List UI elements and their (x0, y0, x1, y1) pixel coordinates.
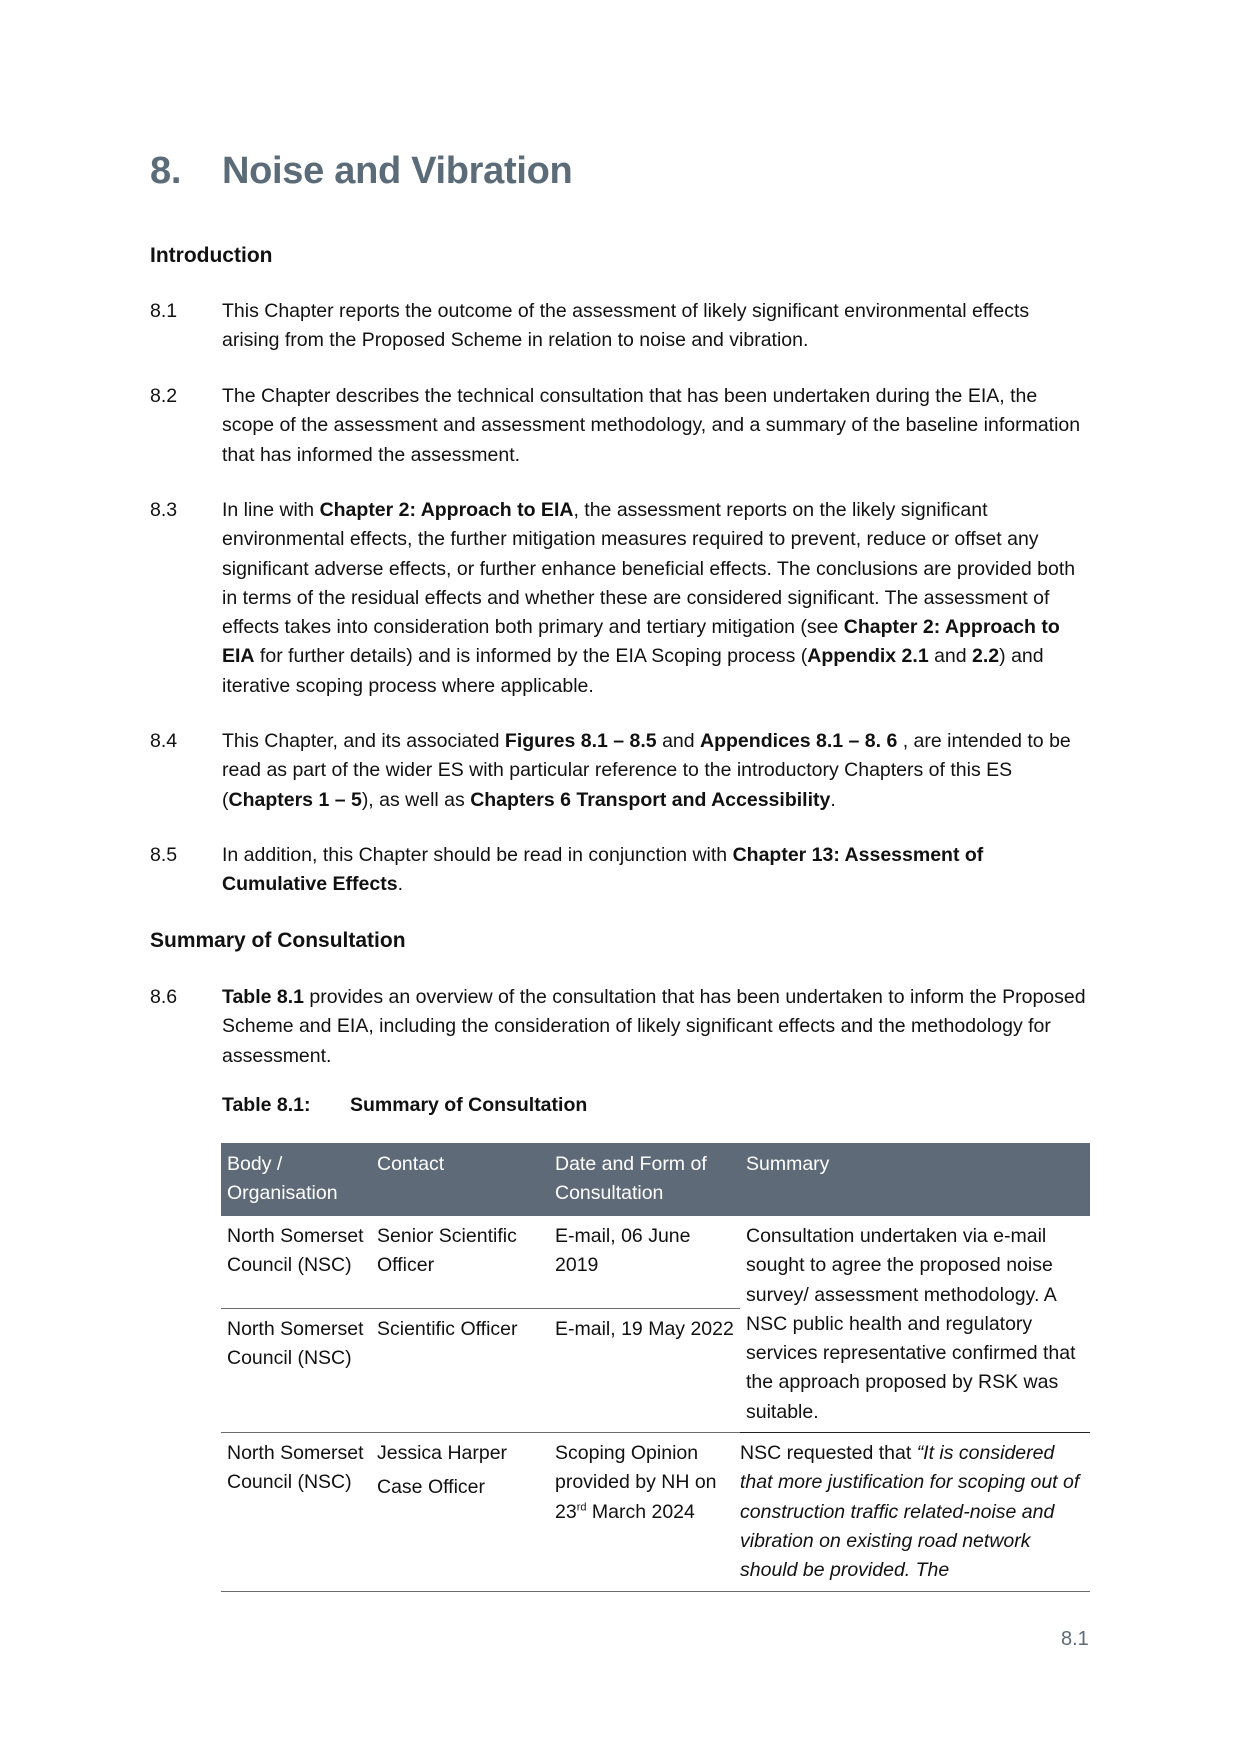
text-run: and (928, 645, 973, 668)
text-run: In addition, this Chapter should be read in conjunction with (222, 844, 733, 866)
paragraph-8-1 (150, 297, 1090, 356)
text-run: ), as well as (361, 788, 471, 811)
text-run: and (656, 730, 701, 752)
paragraph-text (222, 983, 1090, 1071)
cell-date (549, 1433, 740, 1591)
text-run: . (830, 788, 836, 811)
text-run: March 2024 (586, 1500, 695, 1523)
text-run: Scoping Opinion provided by NH on 23 (555, 1442, 717, 1523)
section-heading-summary-of-consultation: Summary of Consultation (150, 929, 406, 952)
paragraph-number: 8.5 (150, 844, 178, 866)
paragraph-text: The Chapter describes the technical consultation that has been undertaken during the EIA, the scope of the assessment and assessment methodology, and a summary of the baseline information that has informed the assessment. (222, 385, 1081, 466)
paragraph-number: 8.4 (150, 730, 178, 752)
paragraph-8-5 (150, 841, 1090, 900)
section-heading-introduction: Introduction (150, 244, 273, 267)
table-caption-title: Summary of Consultation (350, 1094, 588, 1116)
paragraph-number: 8.3 (150, 499, 178, 521)
reference-chapter-13: Chapter 13: Assessment of Cumulative Effects (222, 844, 984, 896)
table-caption (222, 1094, 587, 1117)
text-run: , are intended to be read as part of the wider ES with particular reference to the introductory Chapters of this ES ( (222, 730, 1071, 811)
text-run: This Chapter, and its associated (222, 730, 505, 752)
chapter-title (150, 150, 572, 193)
column-header-date: Date and Form of Consultation (549, 1143, 740, 1216)
table-caption-number: Table 8.1: (222, 1094, 311, 1116)
cell-body: North Somerset Council (NSC) (221, 1433, 371, 1591)
paragraph-8-6 (150, 983, 1090, 1071)
column-header-contact: Contact (371, 1143, 549, 1216)
column-header-body: Body / Organisation (221, 1143, 371, 1216)
text-run: for further details) and is informed by the EIA Scoping process ( (254, 645, 808, 668)
cell-summary: Consultation undertaken via e-mail sought to agree the proposed noise survey/ assessment methodology. A NSC public health and regulatory services representative confirmed that the approach proposed by RSK was suitable. (740, 1216, 1090, 1433)
table-row (221, 1433, 1090, 1591)
paragraph-8-2 (150, 382, 1090, 470)
reference-table-8-1: Table 8.1 (222, 986, 305, 1008)
contact-role: Case Officer (377, 1476, 486, 1499)
paragraph-text (222, 841, 1090, 900)
paragraph-8-3 (150, 496, 1090, 701)
column-header-summary: Summary (740, 1143, 1090, 1216)
quoted-text: “It is considered that more justification for scoping out of construction traffic related-noise and vibration on existing road network should be provided. The (740, 1442, 1080, 1582)
reference-chapter-2: Chapter 2: Approach to EIA (222, 616, 1060, 668)
text-run: In line with (222, 499, 320, 521)
paragraph-text: This Chapter reports the outcome of the assessment of likely significant environmental effects arising from the Proposed Scheme in relation to noise and vibration. (222, 300, 1030, 352)
text-run: . (397, 873, 403, 896)
cell-contact: Senior Scientific Officer (371, 1216, 549, 1308)
reference-appendices: Appendices 8.1 – 8. 6 (700, 730, 898, 752)
cell-summary (740, 1433, 1090, 1591)
contact-name: Jessica Harper (377, 1442, 508, 1465)
cell-contact: Scientific Officer (371, 1308, 549, 1432)
reference-appendix-2-1: Appendix 2.1 (807, 645, 929, 668)
reference-appendix-2-2: 2.2 (972, 645, 1000, 668)
cell-body: North Somerset Council (NSC) (221, 1216, 371, 1308)
reference-chapter-6: Chapters 6 Transport and Accessibility (470, 788, 831, 811)
chapter-title-text: Noise and Vibration (222, 150, 573, 192)
text-run: ) and iterative scoping process where applicable. (222, 645, 1044, 697)
table-header-row (221, 1143, 1090, 1216)
table-row (221, 1216, 1090, 1308)
paragraph-8-4 (150, 727, 1090, 815)
cell-contact (371, 1433, 549, 1591)
reference-chapter-2: Chapter 2: Approach to EIA (319, 499, 574, 521)
reference-figures: Figures 8.1 – 8.5 (504, 730, 657, 752)
cell-date: E-mail, 19 May 2022 (549, 1308, 740, 1432)
cell-body: North Somerset Council (NSC) (221, 1308, 371, 1432)
text-run: , the assessment reports on the likely significant environmental effects, the further mitigation measures required to prevent, reduce or offset any significant adverse effects, or further enhance beneficial effects. The conclusions are provided both in terms of the residual effects and whether these are considered significant. The assessment of effects takes into consideration both primary and tertiary mitigation (see (222, 499, 1076, 639)
paragraph-number: 8.2 (150, 385, 178, 407)
paragraph-number: 8.1 (150, 300, 178, 322)
paragraph-number: 8.6 (150, 986, 178, 1008)
page-number: 8.1 (1061, 1628, 1089, 1650)
reference-chapters-1-5: Chapters 1 – 5 (228, 788, 362, 811)
ordinal-suffix: rd (576, 1501, 587, 1514)
cell-date: E-mail, 06 June 2019 (549, 1216, 740, 1308)
paragraph-text (222, 727, 1090, 815)
paragraph-text (222, 496, 1090, 701)
text-run: provides an overview of the consultation that has been undertaken to inform the Proposed Scheme and EIA, including the consideration of likely significant effects and the methodology for assessment. (222, 986, 1086, 1067)
chapter-number: 8. (150, 150, 182, 192)
consultation-table (221, 1143, 1090, 1592)
text-run: NSC requested that (740, 1442, 917, 1465)
